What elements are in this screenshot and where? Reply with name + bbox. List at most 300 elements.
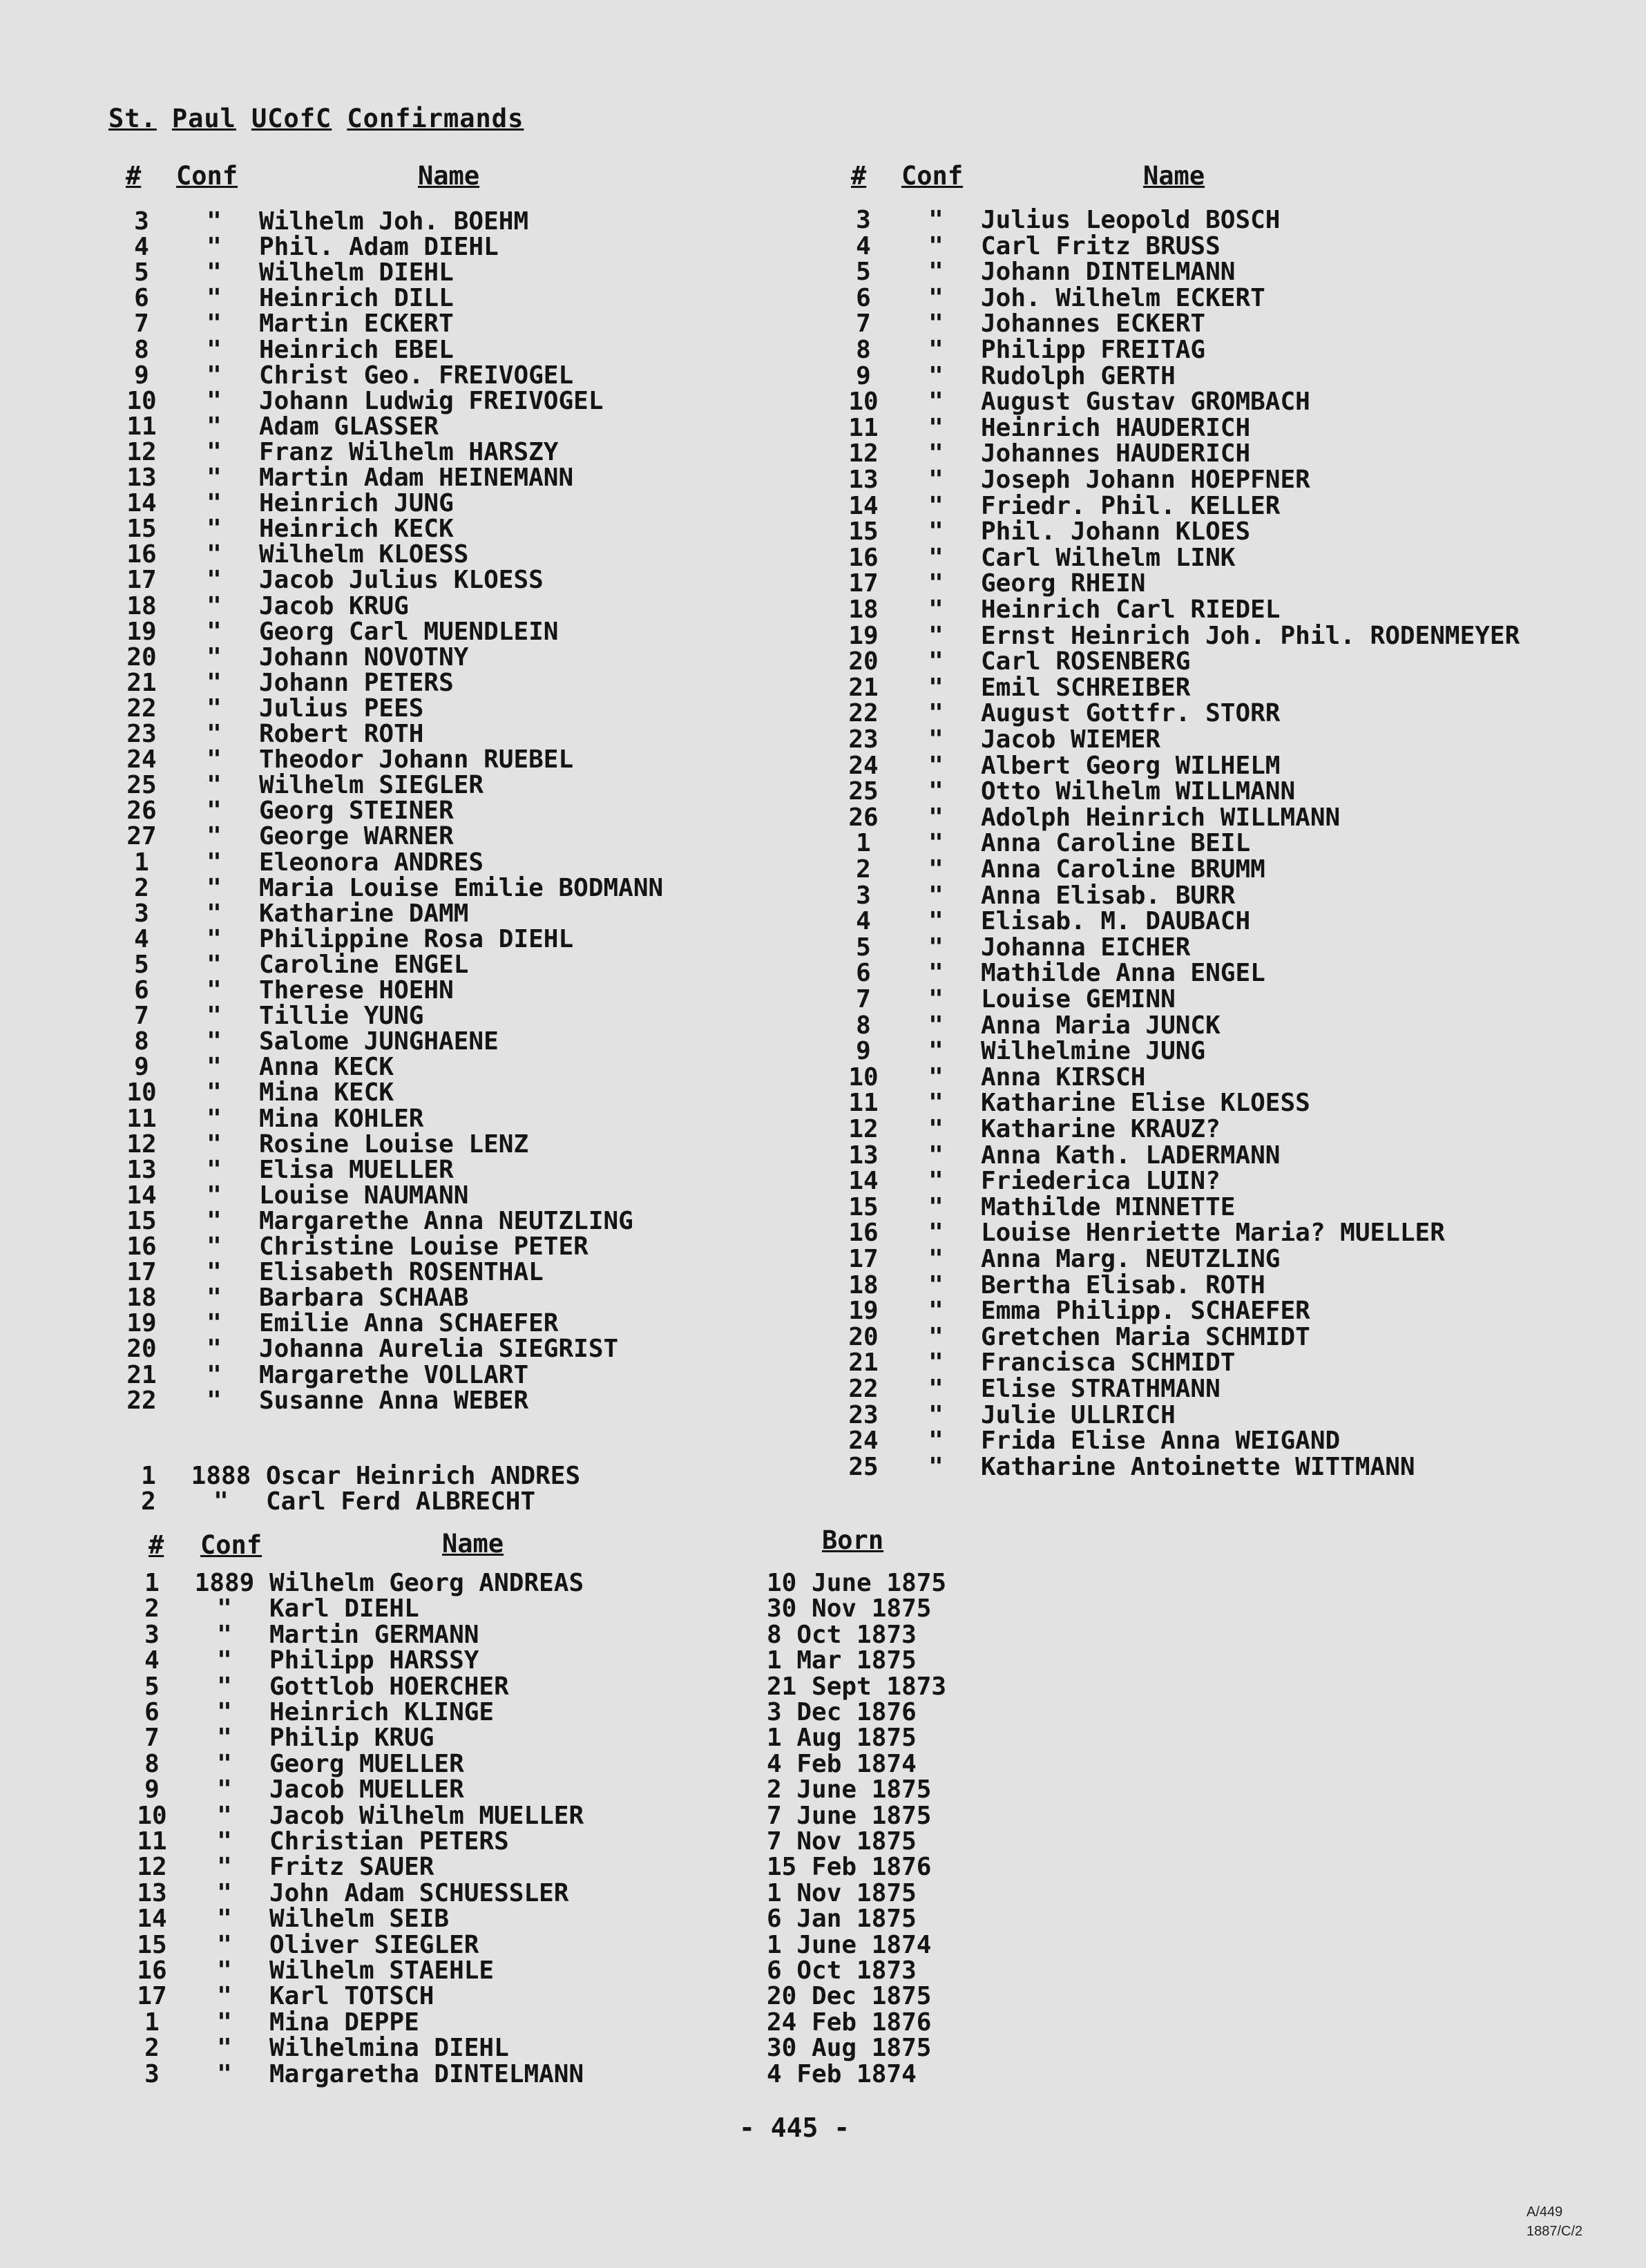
row-number: 24 — [848, 1427, 879, 1456]
row-number: 1 — [141, 1462, 156, 1490]
row-number: 13 — [137, 1878, 167, 1907]
row-number: 11 — [126, 1104, 157, 1133]
row-number: 11 — [848, 413, 879, 442]
list-item — [839, 960, 1530, 987]
row-number: 6 — [856, 959, 871, 988]
confirmand-name: Katharine KRAUZ? — [981, 1115, 1221, 1143]
conf-value: " — [207, 1053, 222, 1082]
row-number: 8 — [856, 1011, 871, 1040]
row-number: 15 — [126, 1206, 157, 1235]
section-1889-header-num: # — [149, 1530, 164, 1560]
list-item — [128, 2035, 1095, 2061]
row-number: 7 — [134, 1002, 149, 1031]
conf-value: " — [928, 803, 944, 832]
conf-value: " — [928, 699, 944, 728]
row-number: 8 — [134, 335, 149, 364]
confirmand-name: Martin ECKERT — [259, 309, 454, 339]
confirmand-name: Georg STEINER — [259, 797, 454, 826]
list-item — [117, 642, 808, 671]
row-number: 13 — [848, 466, 879, 494]
confirmand-name: Wilhelm STAEHLE — [269, 1956, 495, 1985]
list-item — [839, 1116, 1530, 1143]
list-item — [839, 441, 1530, 467]
list-item — [839, 935, 1530, 961]
list-item — [128, 1674, 1095, 1700]
conf-value: " — [928, 751, 944, 780]
row-number: 22 — [848, 1375, 879, 1403]
row-number: 17 — [848, 1245, 879, 1273]
conf-value: " — [217, 1853, 232, 1882]
title-word: St. — [108, 104, 157, 133]
confirmand-name: Johannes HAUDERICH — [981, 439, 1251, 468]
list-item — [839, 467, 1530, 493]
confirmand-name: Gottlob HOERCHER — [269, 1672, 509, 1701]
row-number: 27 — [126, 822, 157, 851]
confirmand-name: Anna Caroline BEIL — [981, 829, 1251, 858]
row-number: 8 — [856, 336, 871, 364]
confirmand-name: Joseph Johann HOEPFNER — [981, 466, 1310, 494]
row-number: 4 — [856, 231, 871, 260]
confirmand-name: Anna Maria JUNCK — [981, 1011, 1221, 1040]
row-number: 13 — [126, 1155, 157, 1184]
list-item — [117, 875, 808, 902]
row-number: 21 — [848, 1349, 879, 1378]
confirmand-name: Katharine Antoinette WITTMANN — [981, 1452, 1415, 1481]
list-item — [117, 1080, 808, 1106]
list-item — [117, 747, 808, 773]
list-item — [128, 1596, 1095, 1622]
row-number: 18 — [126, 591, 157, 620]
confirmand-name: Anna KIRSCH — [981, 1062, 1146, 1092]
row-number: 5 — [134, 258, 149, 287]
row-number: 19 — [126, 1309, 157, 1338]
list-item — [839, 805, 1530, 831]
row-number: 20 — [848, 1322, 879, 1351]
list-item — [839, 1220, 1530, 1246]
row-number: 8 — [134, 1027, 149, 1056]
list-item — [839, 883, 1530, 909]
row-number: 7 — [144, 1724, 160, 1753]
conf-value: " — [928, 1349, 944, 1378]
row-number: 12 — [137, 1853, 167, 1882]
conf-value: " — [207, 284, 222, 313]
row-number: 9 — [856, 1037, 871, 1066]
conf-value: " — [207, 489, 222, 518]
confirmand-name: Johann NOVOTNY — [259, 642, 469, 671]
row-number: 5 — [856, 933, 871, 962]
title-word: UCofC — [251, 104, 332, 133]
list-item — [839, 1350, 1530, 1376]
conf-value: " — [928, 907, 944, 936]
title-word: Paul — [171, 104, 236, 133]
row-number: 10 — [848, 388, 879, 417]
conf-value: " — [928, 959, 944, 988]
row-number: 25 — [848, 777, 879, 806]
list-item — [117, 1336, 808, 1362]
list-item — [128, 1777, 1095, 1803]
birth-date: 7 June 1875 — [767, 1801, 932, 1830]
list-item — [839, 1454, 1530, 1480]
row-number: 10 — [126, 386, 157, 415]
list-item — [128, 1622, 1095, 1648]
conf-value: " — [207, 924, 222, 953]
confirmand-name: Wilhelm SEIB — [269, 1905, 450, 1934]
confirmand-name: Gretchen Maria SCHMIDT — [981, 1322, 1310, 1351]
confirmand-name: Tillie YUNG — [259, 1002, 424, 1031]
list-item — [839, 389, 1530, 415]
birth-date: 20 Dec 1875 — [767, 1982, 932, 2011]
list-item — [839, 1298, 1530, 1324]
list-item — [128, 1932, 1095, 1959]
confirmand-name: Carl Wilhelm LINK — [981, 543, 1236, 572]
list-item — [117, 1003, 808, 1029]
confirmand-name: Johann Ludwig FREIVOGEL — [259, 386, 604, 415]
list-item — [124, 1489, 815, 1515]
confirmand-name: Elisabeth ROSENTHAL — [259, 1258, 544, 1287]
conf-value: " — [207, 617, 222, 646]
confirmand-name: Anna Marg. NEUTZLING — [981, 1245, 1281, 1273]
confirmand-name: Heinrich DILL — [259, 284, 454, 313]
row-number: 3 — [134, 207, 149, 236]
confirmand-name: Martin GERMANN — [269, 1620, 479, 1649]
row-number: 26 — [848, 803, 879, 832]
confirmand-name: Francisca SCHMIDT — [981, 1349, 1236, 1378]
confirmand-name: Heinrich KECK — [259, 515, 454, 544]
row-number: 2 — [141, 1487, 156, 1516]
conf-value: " — [207, 437, 222, 466]
conf-value: " — [207, 233, 222, 262]
list-item — [128, 1854, 1095, 1880]
confirmand-name: Maria Louise Emilie BODMANN — [259, 873, 664, 902]
list-item — [839, 649, 1530, 675]
conf-value: " — [928, 1089, 944, 1118]
list-item — [839, 231, 1530, 260]
confirmand-name: Heinrich HAUDERICH — [981, 413, 1251, 442]
confirmand-name: Anna KECK — [259, 1053, 394, 1082]
conf-value: " — [928, 1037, 944, 1066]
list-item — [839, 519, 1530, 545]
list-item — [839, 337, 1530, 363]
row-number: 2 — [134, 873, 149, 902]
row-number: 15 — [126, 515, 157, 544]
confirmand-name: Franz Wilhelm HARSZY — [259, 437, 559, 466]
conf-value: " — [928, 829, 944, 858]
conf-value: " — [928, 569, 944, 598]
left-header-name: Name — [418, 161, 480, 191]
row-number: 4 — [144, 1646, 160, 1675]
conf-value: " — [207, 386, 222, 415]
right-header-conf: Conf — [901, 161, 964, 191]
list-item — [839, 1013, 1530, 1039]
confirmand-name: Julie ULLRICH — [981, 1400, 1176, 1429]
list-item — [117, 1106, 808, 1132]
conf-value: " — [217, 1930, 232, 1959]
confirmand-name: Wilhelm Joh. BOEHM — [259, 207, 529, 236]
confirmand-name: Ernst Heinrich Joh. Phil. RODENMEYER — [981, 621, 1520, 650]
conf-value: " — [928, 1322, 944, 1351]
conf-value: " — [207, 309, 222, 339]
list-item — [128, 1880, 1095, 1907]
confirmand-name: Philippine Rosa DIEHL — [259, 924, 574, 953]
row-number: 15 — [848, 517, 879, 546]
list-item — [117, 465, 808, 491]
conf-value: " — [207, 745, 222, 774]
list-item — [839, 1194, 1530, 1221]
conf-value: " — [207, 642, 222, 671]
left-header-conf: Conf — [176, 161, 238, 191]
list-item — [128, 1958, 1095, 1984]
reference-line: A/449 — [1527, 2204, 1563, 2220]
row-number: 22 — [126, 1386, 157, 1415]
conf-value: " — [207, 258, 222, 287]
confirmand-name: Eleonora ANDRES — [259, 848, 484, 877]
confirmand-name: Mina KECK — [259, 1078, 394, 1107]
list-item — [117, 1259, 808, 1286]
list-item — [117, 1054, 808, 1080]
list-item — [117, 567, 808, 593]
confirmand-name: Barbara SCHAAB — [259, 1284, 469, 1313]
confirmand-name: Wilhelm SIEGLER — [259, 771, 484, 800]
confirmand-name: Salome JUNGHAENE — [259, 1027, 499, 1056]
conf-value: " — [928, 777, 944, 806]
confirmand-name: Martin Adam HEINEMANN — [259, 464, 574, 492]
list-item — [128, 1829, 1095, 1855]
row-number: 18 — [126, 1284, 157, 1313]
list-item — [839, 571, 1530, 597]
row-number: 9 — [856, 361, 871, 390]
list-item — [117, 1157, 808, 1183]
row-number: 9 — [134, 1053, 149, 1082]
list-item — [117, 772, 808, 799]
list-item — [839, 727, 1530, 753]
conf-value: " — [928, 1011, 944, 1040]
conf-value: " — [928, 258, 944, 287]
row-number: 3 — [856, 206, 871, 234]
conf-value: " — [207, 1284, 222, 1313]
row-number: 22 — [848, 699, 879, 728]
archive-reference — [1527, 2202, 1582, 2241]
row-number: 12 — [126, 1130, 157, 1159]
confirmand-name: Elise STRATHMANN — [981, 1375, 1221, 1403]
confirmand-name: Adolph Heinrich WILLMANN — [981, 803, 1341, 832]
confirmand-name: Johann PETERS — [259, 668, 454, 697]
conf-value: " — [928, 855, 944, 884]
conf-value: " — [207, 1155, 222, 1184]
confirmand-name: Jacob WIEMER — [981, 725, 1161, 754]
conf-value: " — [207, 822, 222, 851]
list-item — [117, 1285, 808, 1311]
confirmand-name: Bertha Elisab. ROTH — [981, 1270, 1265, 1299]
confirmand-name: Philipp HARSSY — [269, 1646, 479, 1675]
confirmand-name: Louise GEMINN — [981, 985, 1176, 1013]
conf-value: " — [928, 647, 944, 676]
confirmand-name: Johann DINTELMANN — [981, 258, 1236, 287]
conf-value: " — [928, 439, 944, 468]
birth-date: 21 Sept 1873 — [767, 1672, 947, 1701]
row-number: 22 — [126, 694, 157, 723]
conf-value: " — [928, 881, 944, 910]
birth-date: 10 June 1875 — [767, 1569, 947, 1597]
section-1889-header-conf: Conf — [200, 1530, 262, 1560]
list-item — [117, 901, 808, 927]
section-1889-header-name: Name — [442, 1529, 504, 1559]
conf-value: " — [207, 668, 222, 697]
list-item — [839, 1324, 1530, 1351]
row-number: 16 — [126, 1232, 157, 1261]
confirmand-name: Johannes ECKERT — [981, 309, 1206, 339]
list-item — [117, 670, 808, 696]
row-number: 6 — [134, 976, 149, 1004]
list-item — [117, 721, 808, 747]
row-number: 7 — [134, 309, 149, 339]
row-number: 24 — [126, 745, 157, 774]
confirmand-name: Margarethe VOLLART — [259, 1360, 529, 1389]
row-number: 1 — [134, 848, 149, 877]
confirmand-name: Karl TOTSCH — [269, 1982, 434, 2011]
conf-value: " — [207, 848, 222, 877]
conf-value: " — [207, 1206, 222, 1235]
confirmand-name: Emma Philipp. SCHAEFER — [981, 1297, 1310, 1326]
conf-value: " — [217, 2059, 232, 2088]
list-item — [839, 623, 1530, 649]
row-number: 2 — [856, 855, 871, 884]
row-number: 1 — [856, 829, 871, 858]
conf-value: " — [207, 1181, 222, 1210]
row-number: 20 — [848, 647, 879, 676]
conf-value: " — [928, 1115, 944, 1143]
row-number: 19 — [848, 1297, 879, 1326]
list-item — [839, 908, 1530, 935]
list-item — [128, 1906, 1095, 1932]
row-number: 12 — [848, 439, 879, 468]
row-number: 17 — [126, 1258, 157, 1287]
confirmand-name: Otto Wilhelm WILLMANN — [981, 777, 1296, 806]
row-number: 1 — [144, 1569, 160, 1597]
conf-value: 1889 — [194, 1569, 255, 1597]
row-number: 3 — [134, 899, 149, 928]
confirmand-name: Georg RHEIN — [981, 569, 1146, 598]
row-number: 11 — [848, 1089, 879, 1118]
confirmand-name: Carl Ferd ALBRECHT — [266, 1487, 536, 1516]
row-number: 16 — [126, 540, 157, 569]
row-number: 23 — [126, 720, 157, 748]
list-item — [117, 363, 808, 389]
row-number: 10 — [137, 1801, 167, 1830]
conf-value: " — [207, 1258, 222, 1287]
row-number: 4 — [134, 924, 149, 953]
list-item — [839, 259, 1530, 285]
list-item — [839, 493, 1530, 520]
conf-value: " — [928, 1245, 944, 1273]
list-item — [839, 285, 1530, 312]
conf-value: " — [928, 1427, 944, 1456]
conf-value: " — [217, 1594, 232, 1623]
row-number: 25 — [848, 1452, 879, 1481]
list-item — [839, 1270, 1530, 1299]
list-item — [839, 415, 1530, 441]
list-item — [117, 978, 808, 1004]
conf-value: " — [928, 309, 944, 339]
confirmand-name: Margarethe Anna NEUTZLING — [259, 1206, 633, 1235]
conf-value: " — [928, 1270, 944, 1299]
birth-date: 30 Aug 1875 — [767, 2034, 932, 2063]
list-item — [839, 830, 1530, 857]
conf-value: " — [207, 1130, 222, 1159]
list-item — [117, 337, 808, 363]
row-number: 7 — [856, 309, 871, 339]
conf-value: " — [217, 1724, 232, 1753]
confirmand-name: Louise NAUMANN — [259, 1181, 469, 1210]
confirmand-name: Therese HOEHN — [259, 976, 454, 1004]
list-item — [117, 926, 808, 953]
row-number: 6 — [134, 284, 149, 313]
confirmand-name: Philip KRUG — [269, 1724, 434, 1753]
conf-value: " — [207, 1078, 222, 1107]
list-item — [839, 987, 1530, 1013]
list-item — [117, 952, 808, 978]
list-item — [117, 1362, 808, 1389]
confirmand-name: Julius Leopold BOSCH — [981, 206, 1281, 234]
conf-value: " — [928, 1219, 944, 1248]
list-item — [839, 1168, 1530, 1194]
conf-value: " — [207, 361, 222, 390]
page-title — [108, 104, 539, 133]
list-item — [128, 1648, 1095, 1674]
conf-value: " — [207, 1309, 222, 1338]
confirmand-name: Margaretha DINTELMANN — [269, 2059, 584, 2088]
list-item — [128, 1725, 1095, 1751]
conf-value: " — [217, 1982, 232, 2011]
confirmand-name: Mina KOHLER — [259, 1104, 424, 1133]
birth-date: 1 Nov 1875 — [767, 1878, 917, 1907]
conf-value: " — [207, 694, 222, 723]
confirmand-name: Wilhelmine JUNG — [981, 1037, 1206, 1066]
reference-line: 1887/C/2 — [1527, 2224, 1583, 2239]
list-item — [839, 207, 1530, 234]
conf-value: " — [207, 1335, 222, 1364]
conf-value: " — [217, 1905, 232, 1934]
row-number: 17 — [137, 1982, 167, 2011]
birth-date: 3 Dec 1876 — [767, 1698, 917, 1726]
list-item — [839, 1402, 1530, 1429]
conf-value: " — [207, 1104, 222, 1133]
conf-value: " — [928, 1141, 944, 1170]
confirmand-name: Anna Elisab. BURR — [981, 881, 1236, 910]
birth-date: 6 Oct 1873 — [767, 1956, 917, 1985]
confirmand-name: Wilhelm Georg ANDREAS — [269, 1569, 584, 1597]
list-item — [839, 1038, 1530, 1065]
confirmand-name: Albert Georg WILHELM — [981, 751, 1281, 780]
row-number: 14 — [126, 1181, 157, 1210]
conf-value: " — [928, 543, 944, 572]
confirmand-name: Rosine Louise LENZ — [259, 1130, 529, 1159]
list-item — [839, 675, 1530, 701]
conf-value: " — [928, 933, 944, 962]
confirmand-name: Carl ROSENBERG — [981, 647, 1191, 676]
row-number: 14 — [848, 491, 879, 520]
conf-value: " — [217, 1956, 232, 1985]
row-number: 19 — [848, 621, 879, 650]
conf-value: " — [928, 985, 944, 1013]
row-number: 6 — [856, 283, 871, 312]
confirmand-name: Wilhelm KLOESS — [259, 540, 469, 569]
conf-value: " — [207, 540, 222, 569]
row-number: 21 — [126, 1360, 157, 1389]
confirmand-name: Christine Louise PETER — [259, 1232, 588, 1261]
list-item — [839, 545, 1530, 571]
row-number: 8 — [144, 1749, 160, 1778]
birth-date: 15 Feb 1876 — [767, 1853, 932, 1882]
